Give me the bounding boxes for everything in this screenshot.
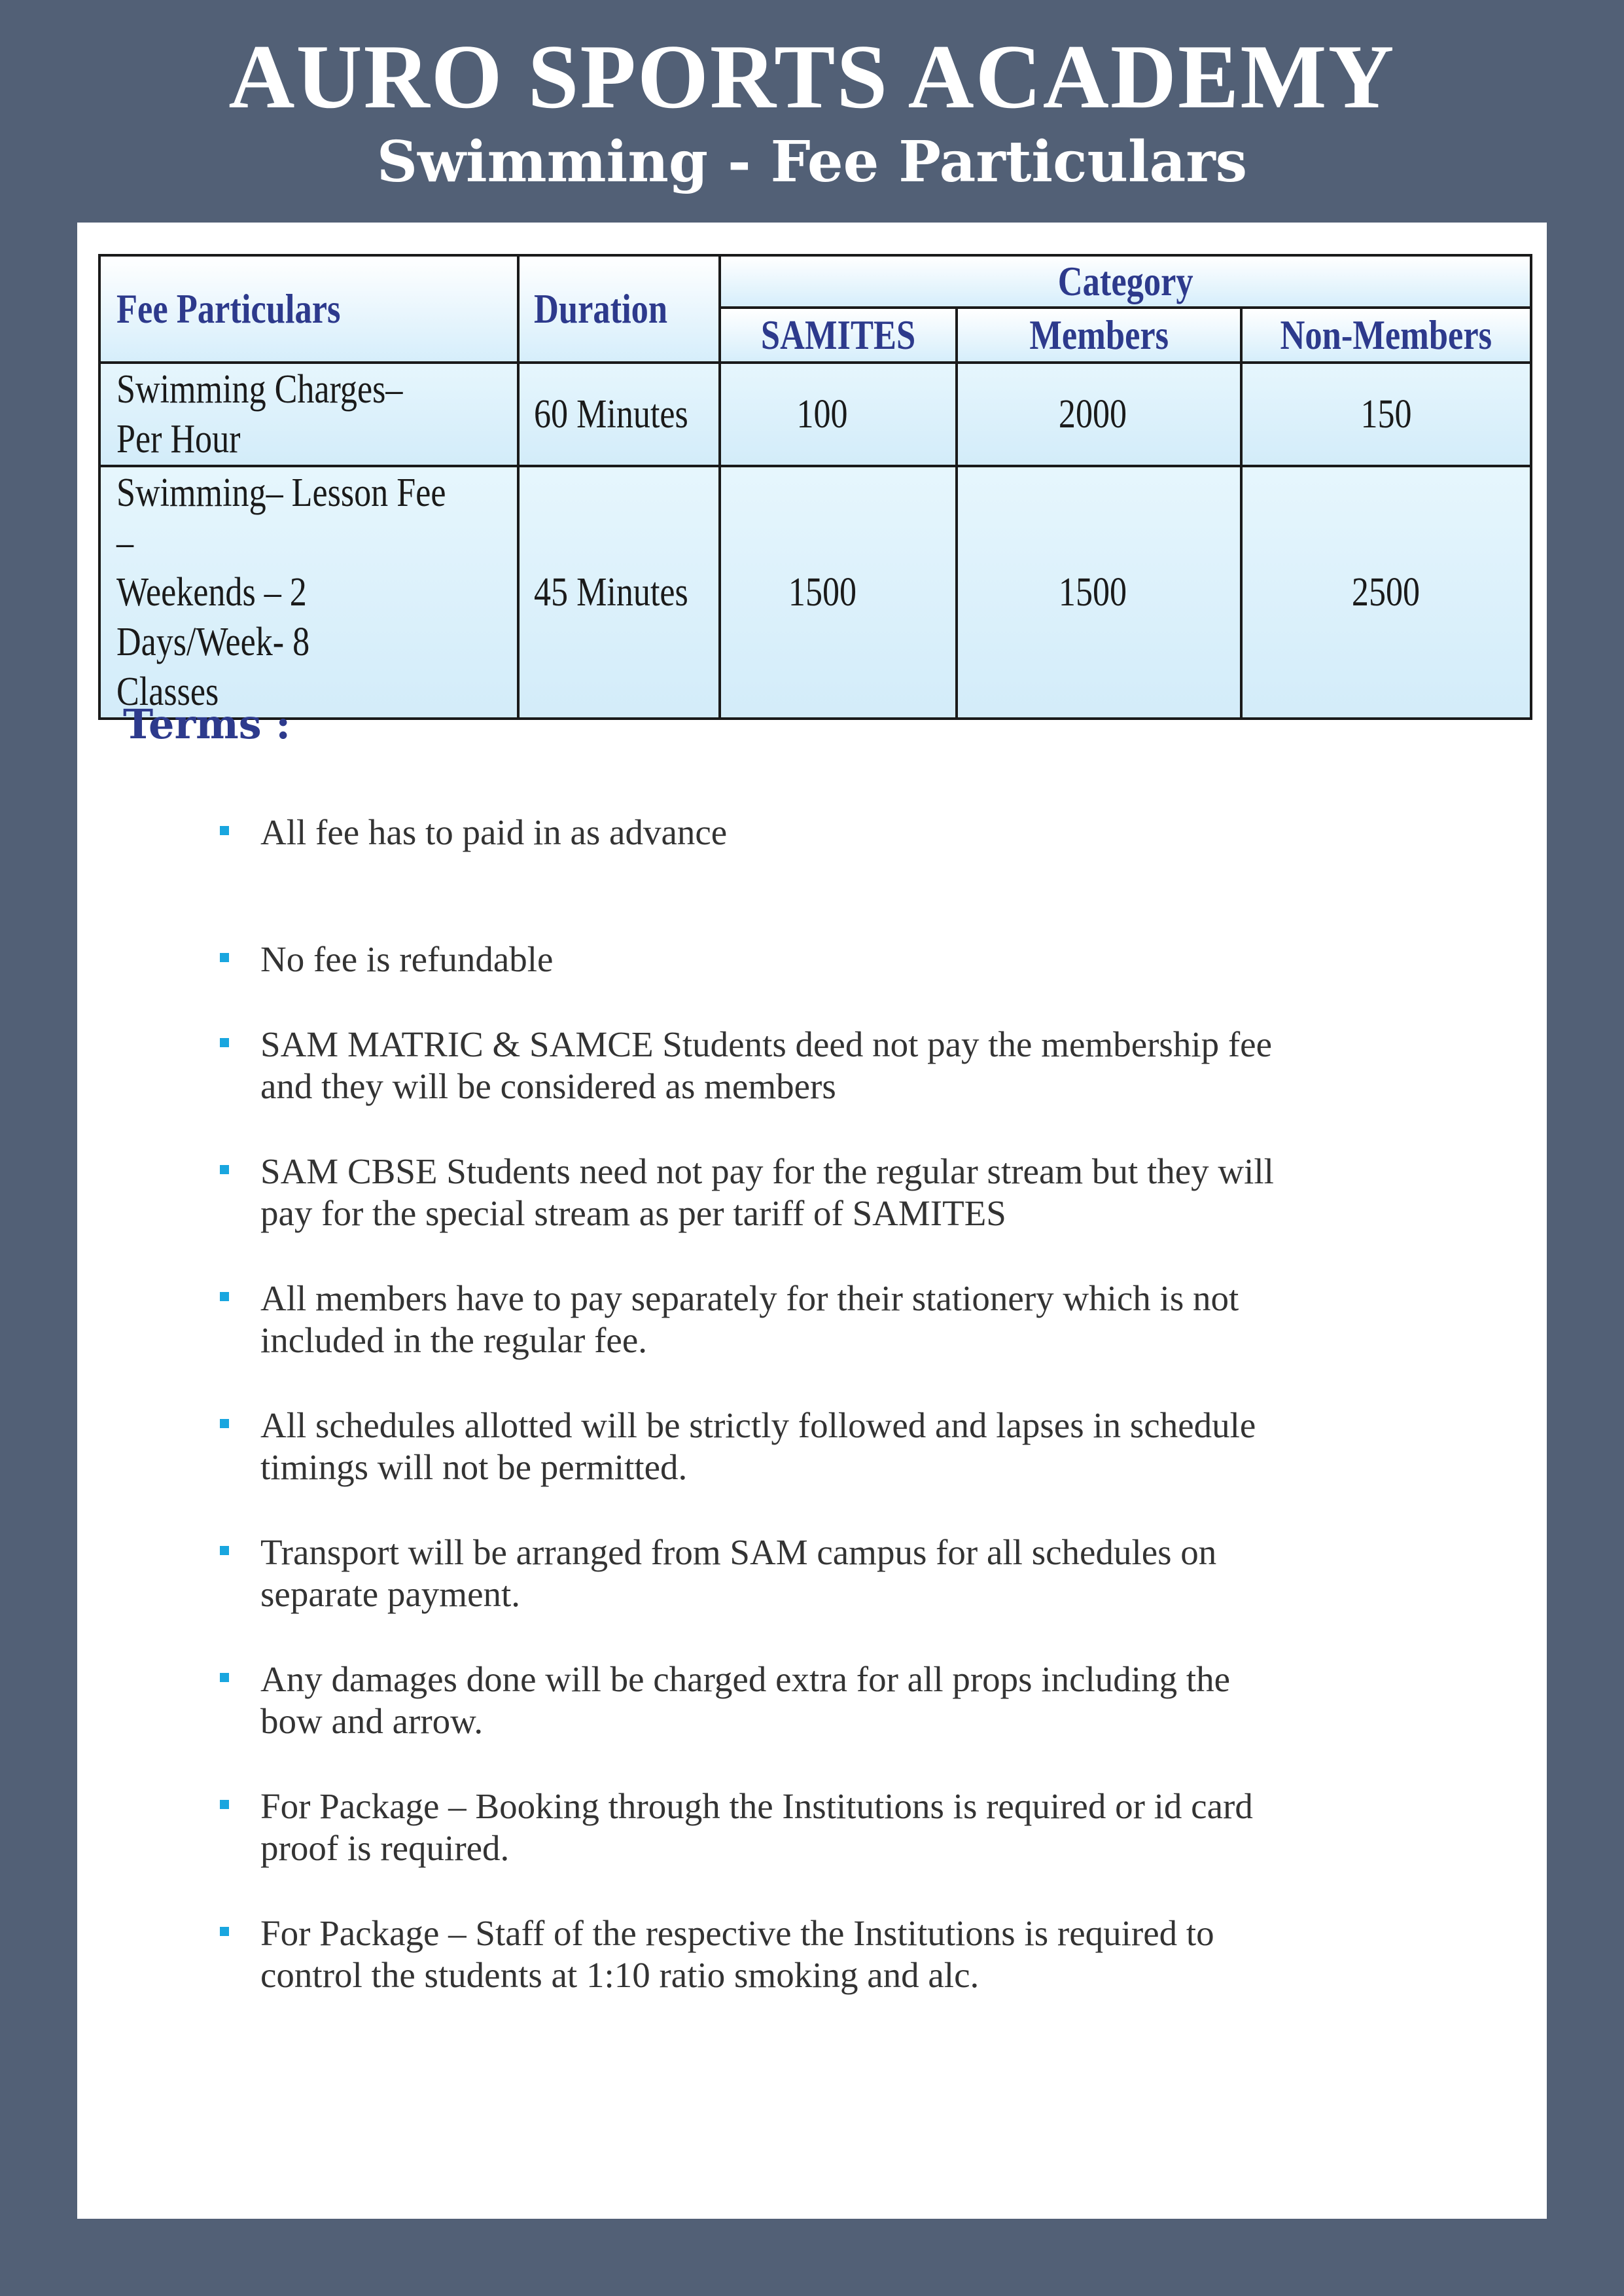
- list-item: For Package – Staff of the respective the Institutions is required to control the students at 1:10 ratio smoking and alc.: [143, 1912, 1517, 2039]
- fee-table: [98, 254, 1532, 720]
- cell-particulars: Swimming Charges– Per Hour: [99, 363, 518, 466]
- cell-non-members: 2500: [1241, 466, 1531, 719]
- content-panel: [77, 223, 1547, 2219]
- cell-samites: 1500: [720, 466, 957, 719]
- cell-non-members: 150: [1241, 363, 1531, 466]
- list-item: For Package – Booking through the Institutions is required or id card proof is required.: [143, 1785, 1517, 1912]
- list-item: No fee is refundable: [143, 939, 1517, 1024]
- table-row: [99, 363, 1531, 466]
- bullet-icon: [220, 953, 229, 962]
- bullet-icon: [220, 1800, 229, 1809]
- terms-list: [143, 812, 1517, 2039]
- terms-heading: Terms :: [123, 700, 291, 748]
- header-members: Members: [957, 308, 1241, 363]
- bullet-icon: [220, 1038, 229, 1047]
- bullet-icon: [220, 826, 229, 835]
- header-samites: SAMITES: [720, 308, 957, 363]
- cell-duration: 45 Minutes: [518, 466, 720, 719]
- bullet-icon: [220, 1419, 229, 1428]
- cell-duration: 60 Minutes: [518, 363, 720, 466]
- header-non-members: Non-Members: [1241, 308, 1531, 363]
- table-row: [99, 466, 1531, 719]
- header-fee-particulars: Fee Particulars: [99, 255, 518, 363]
- header-category: Category: [720, 255, 1531, 308]
- bullet-icon: [220, 1546, 229, 1555]
- list-item: Any damages done will be charged extra for all props including the bow and arrow.: [143, 1659, 1517, 1785]
- cell-members: 1500: [957, 466, 1241, 719]
- cell-samites: 100: [720, 363, 957, 466]
- header-duration: Duration: [518, 255, 720, 363]
- bullet-icon: [220, 1927, 229, 1936]
- bullet-icon: [220, 1292, 229, 1301]
- list-item: All members have to pay separately for their stationery which is not included in the regular fee.: [143, 1278, 1517, 1405]
- list-item: All schedules allotted will be strictly followed and lapses in schedule timings will not be permitted.: [143, 1405, 1517, 1532]
- list-item: SAM MATRIC & SAMCE Students deed not pay the membership fee and they will be considered as members: [143, 1024, 1517, 1151]
- page-subtitle: Swimming - Fee Particulars: [376, 129, 1248, 195]
- bullet-icon: [220, 1673, 229, 1682]
- cell-particulars: Swimming– Lesson Fee – Weekends – 2 Days/Week- 8 Classes: [99, 466, 518, 719]
- bullet-icon: [220, 1165, 229, 1174]
- page-title: AURO SPORTS ACADEMY: [228, 26, 1396, 128]
- list-item: Transport will be arranged from SAM campus for all schedules on separate payment.: [143, 1532, 1517, 1659]
- list-item: All fee has to paid in as advance: [143, 812, 1517, 939]
- list-item: SAM CBSE Students need not pay for the regular stream but they will pay for the special stream as per tariff of SAMITES: [143, 1151, 1517, 1278]
- cell-members: 2000: [957, 363, 1241, 466]
